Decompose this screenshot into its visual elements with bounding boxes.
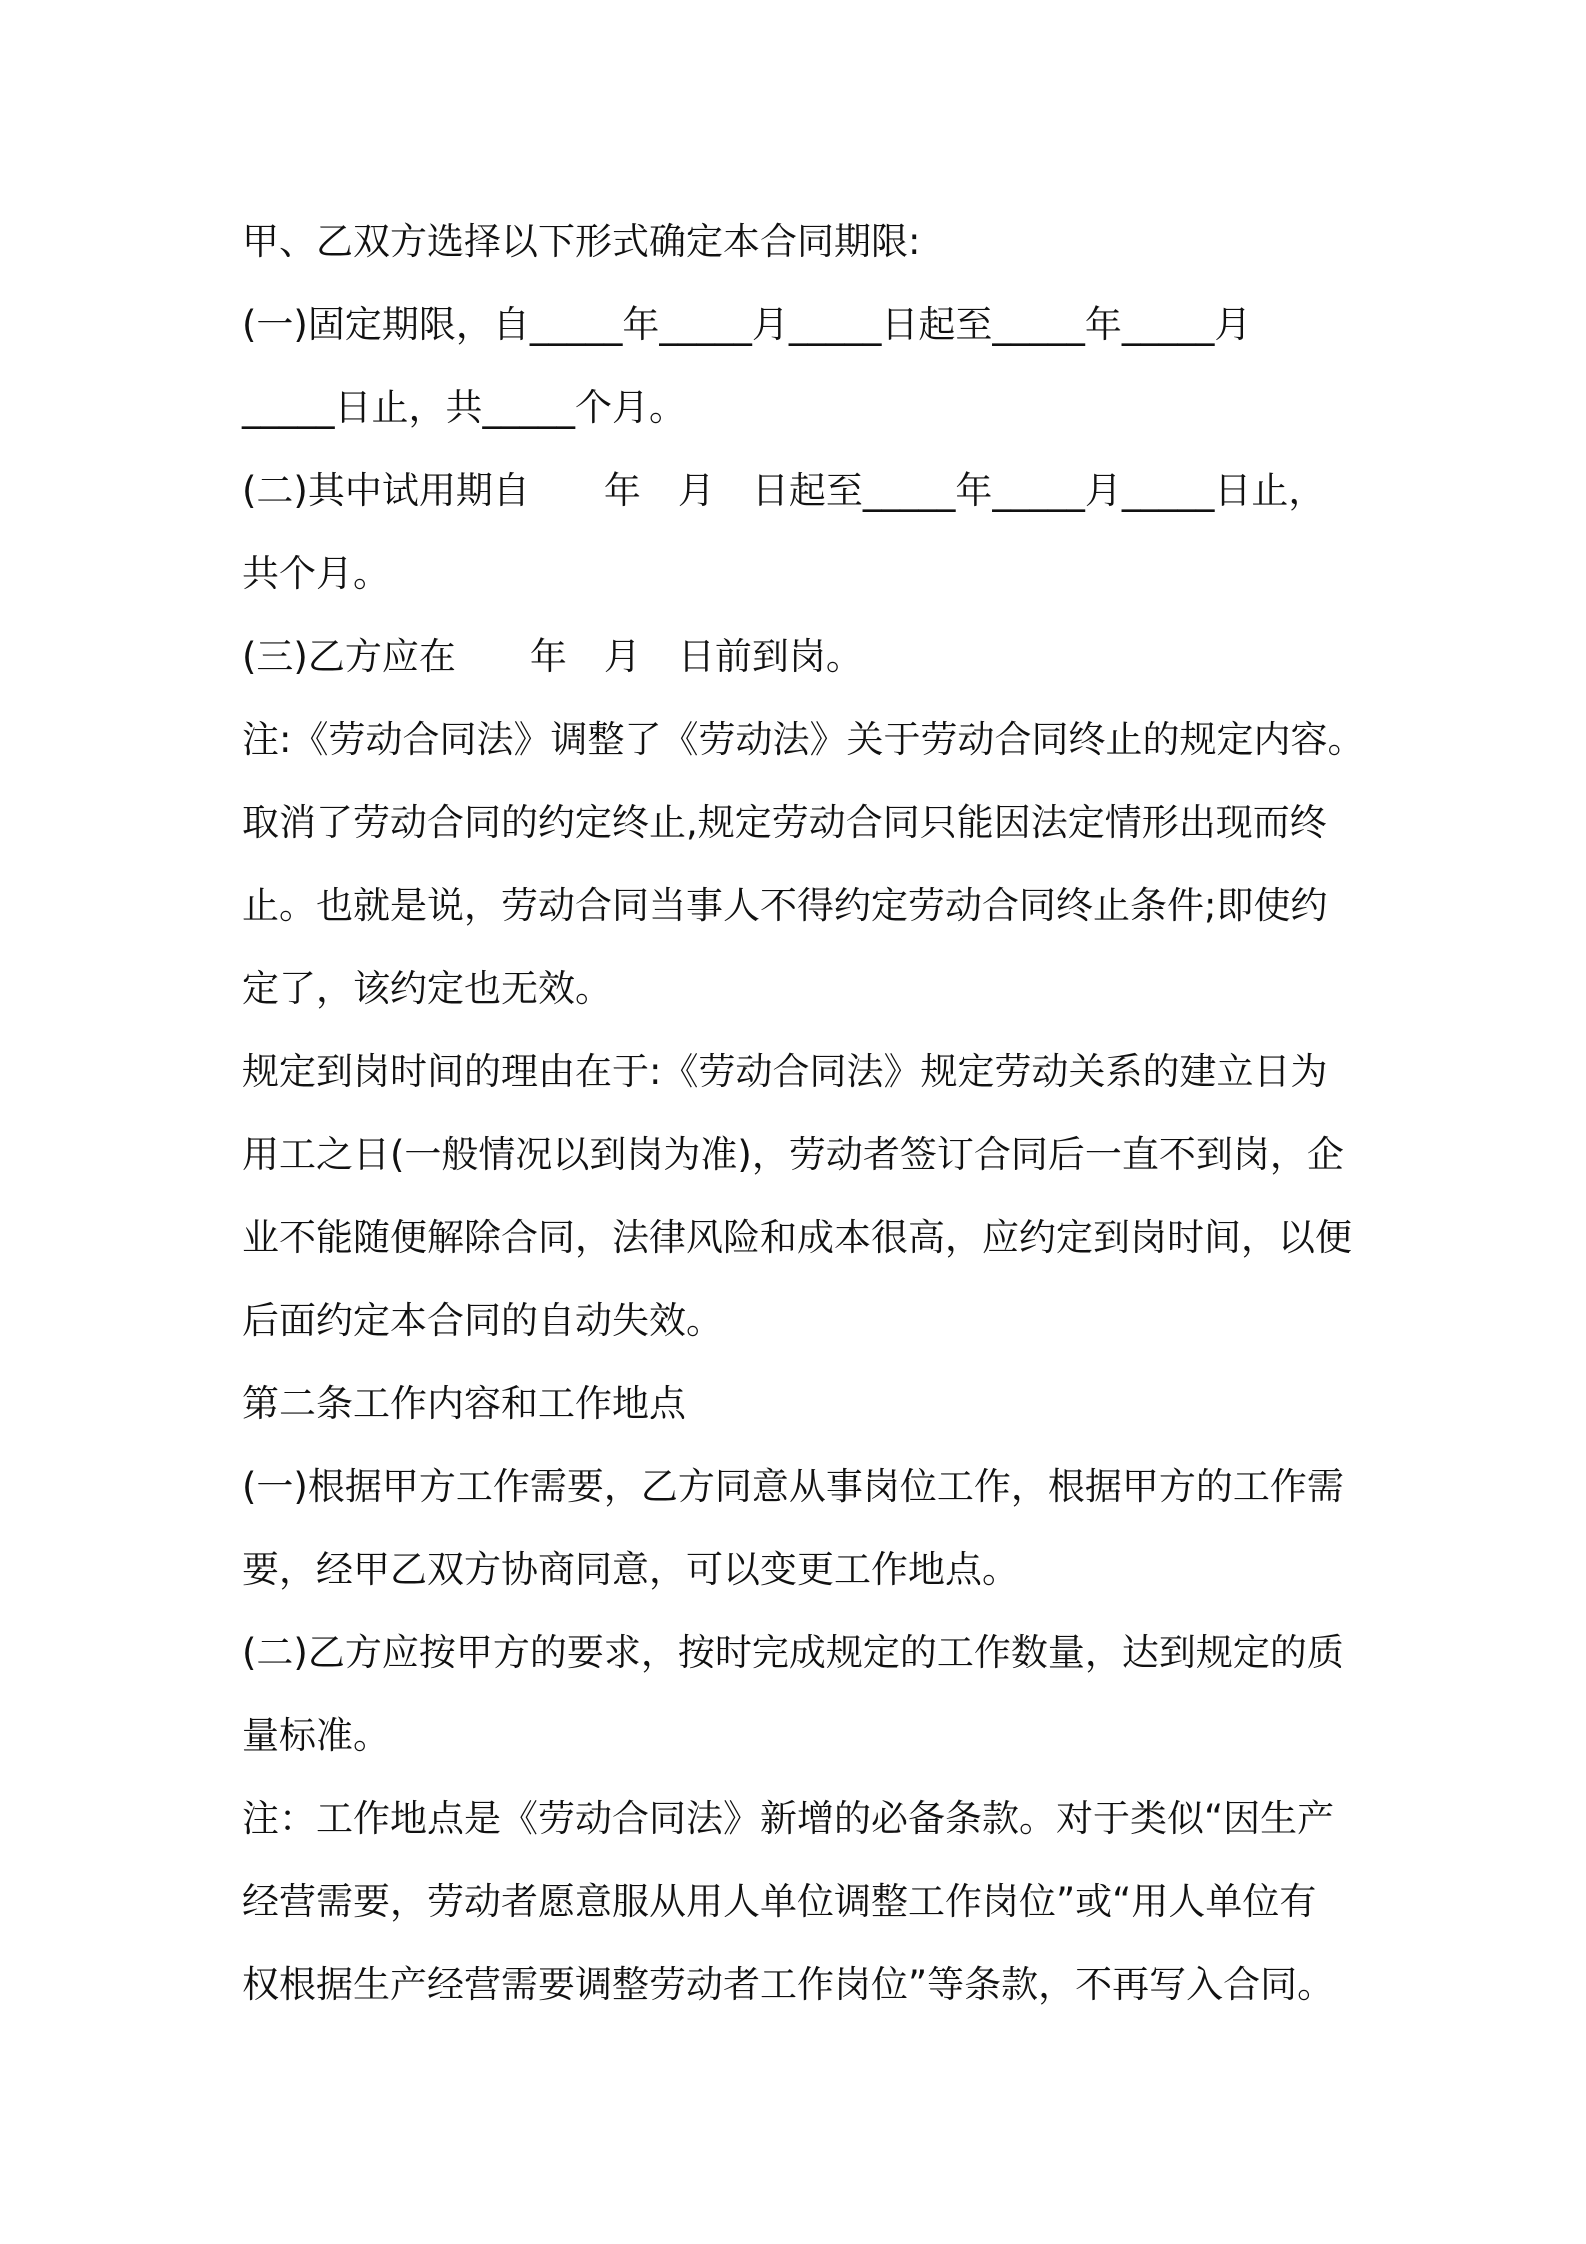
- text-line: 用工之日(一般情况以到岗为准)，劳动者签订合同后一直不到岗，企: [242, 1133, 1344, 1176]
- text-line: 注:《劳动合同法》调整了《劳动法》关于劳动合同终止的规定内容。: [242, 718, 1365, 761]
- text-line: 业不能随便解除合同，法律风险和成本很高，应约定到岗时间，以便: [242, 1216, 1352, 1259]
- text-line: 量标准。: [242, 1714, 390, 1757]
- text-line: 注：工作地点是《劳动合同法》新增的必备条款。对于类似“因生产: [242, 1797, 1335, 1840]
- text-line: 甲、乙双方选择以下形式确定本合同期限:: [242, 220, 921, 263]
- text-line: 定了，该约定也无效。: [242, 967, 612, 1010]
- text-line: 共个月。: [242, 552, 390, 595]
- text-line: (二)其中试用期自 年 月 日起至_____年_____月_____日止，: [242, 469, 1326, 512]
- text-line: (二)乙方应按甲方的要求，按时完成规定的工作数量，达到规定的质: [242, 1631, 1344, 1674]
- text-line: (一)固定期限，自_____年_____月_____日起至_____年_____月: [242, 303, 1252, 346]
- text-line: 经营需要，劳动者愿意服从用人单位调整工作岗位”或“用人单位有: [242, 1880, 1317, 1923]
- text-line: 要，经甲乙双方协商同意，可以变更工作地点。: [242, 1548, 1019, 1591]
- text-line: 后面约定本合同的自动失效。: [242, 1299, 723, 1342]
- text-line: 止。也就是说，劳动合同当事人不得约定劳动合同终止条件;即使约: [242, 884, 1328, 927]
- text-line: (一)根据甲方工作需要，乙方同意从事岗位工作，根据甲方的工作需: [242, 1465, 1344, 1508]
- text-line: 规定到岗时间的理由在于:《劳动合同法》规定劳动关系的建立日为: [242, 1050, 1328, 1093]
- text-line: 取消了劳动合同的约定终止,规定劳动合同只能因法定情形出现而终: [242, 801, 1327, 844]
- text-line: 权根据生产经营需要调整劳动者工作岗位”等条款，不再写入合同。: [242, 1963, 1335, 2006]
- text-line: (三)乙方应在 年 月 日前到岗。: [242, 635, 863, 678]
- text-line: _____日止，共_____个月。: [242, 386, 686, 429]
- section-heading: 第二条工作内容和工作地点: [242, 1382, 686, 1425]
- document-body: [242, 200, 1372, 2026]
